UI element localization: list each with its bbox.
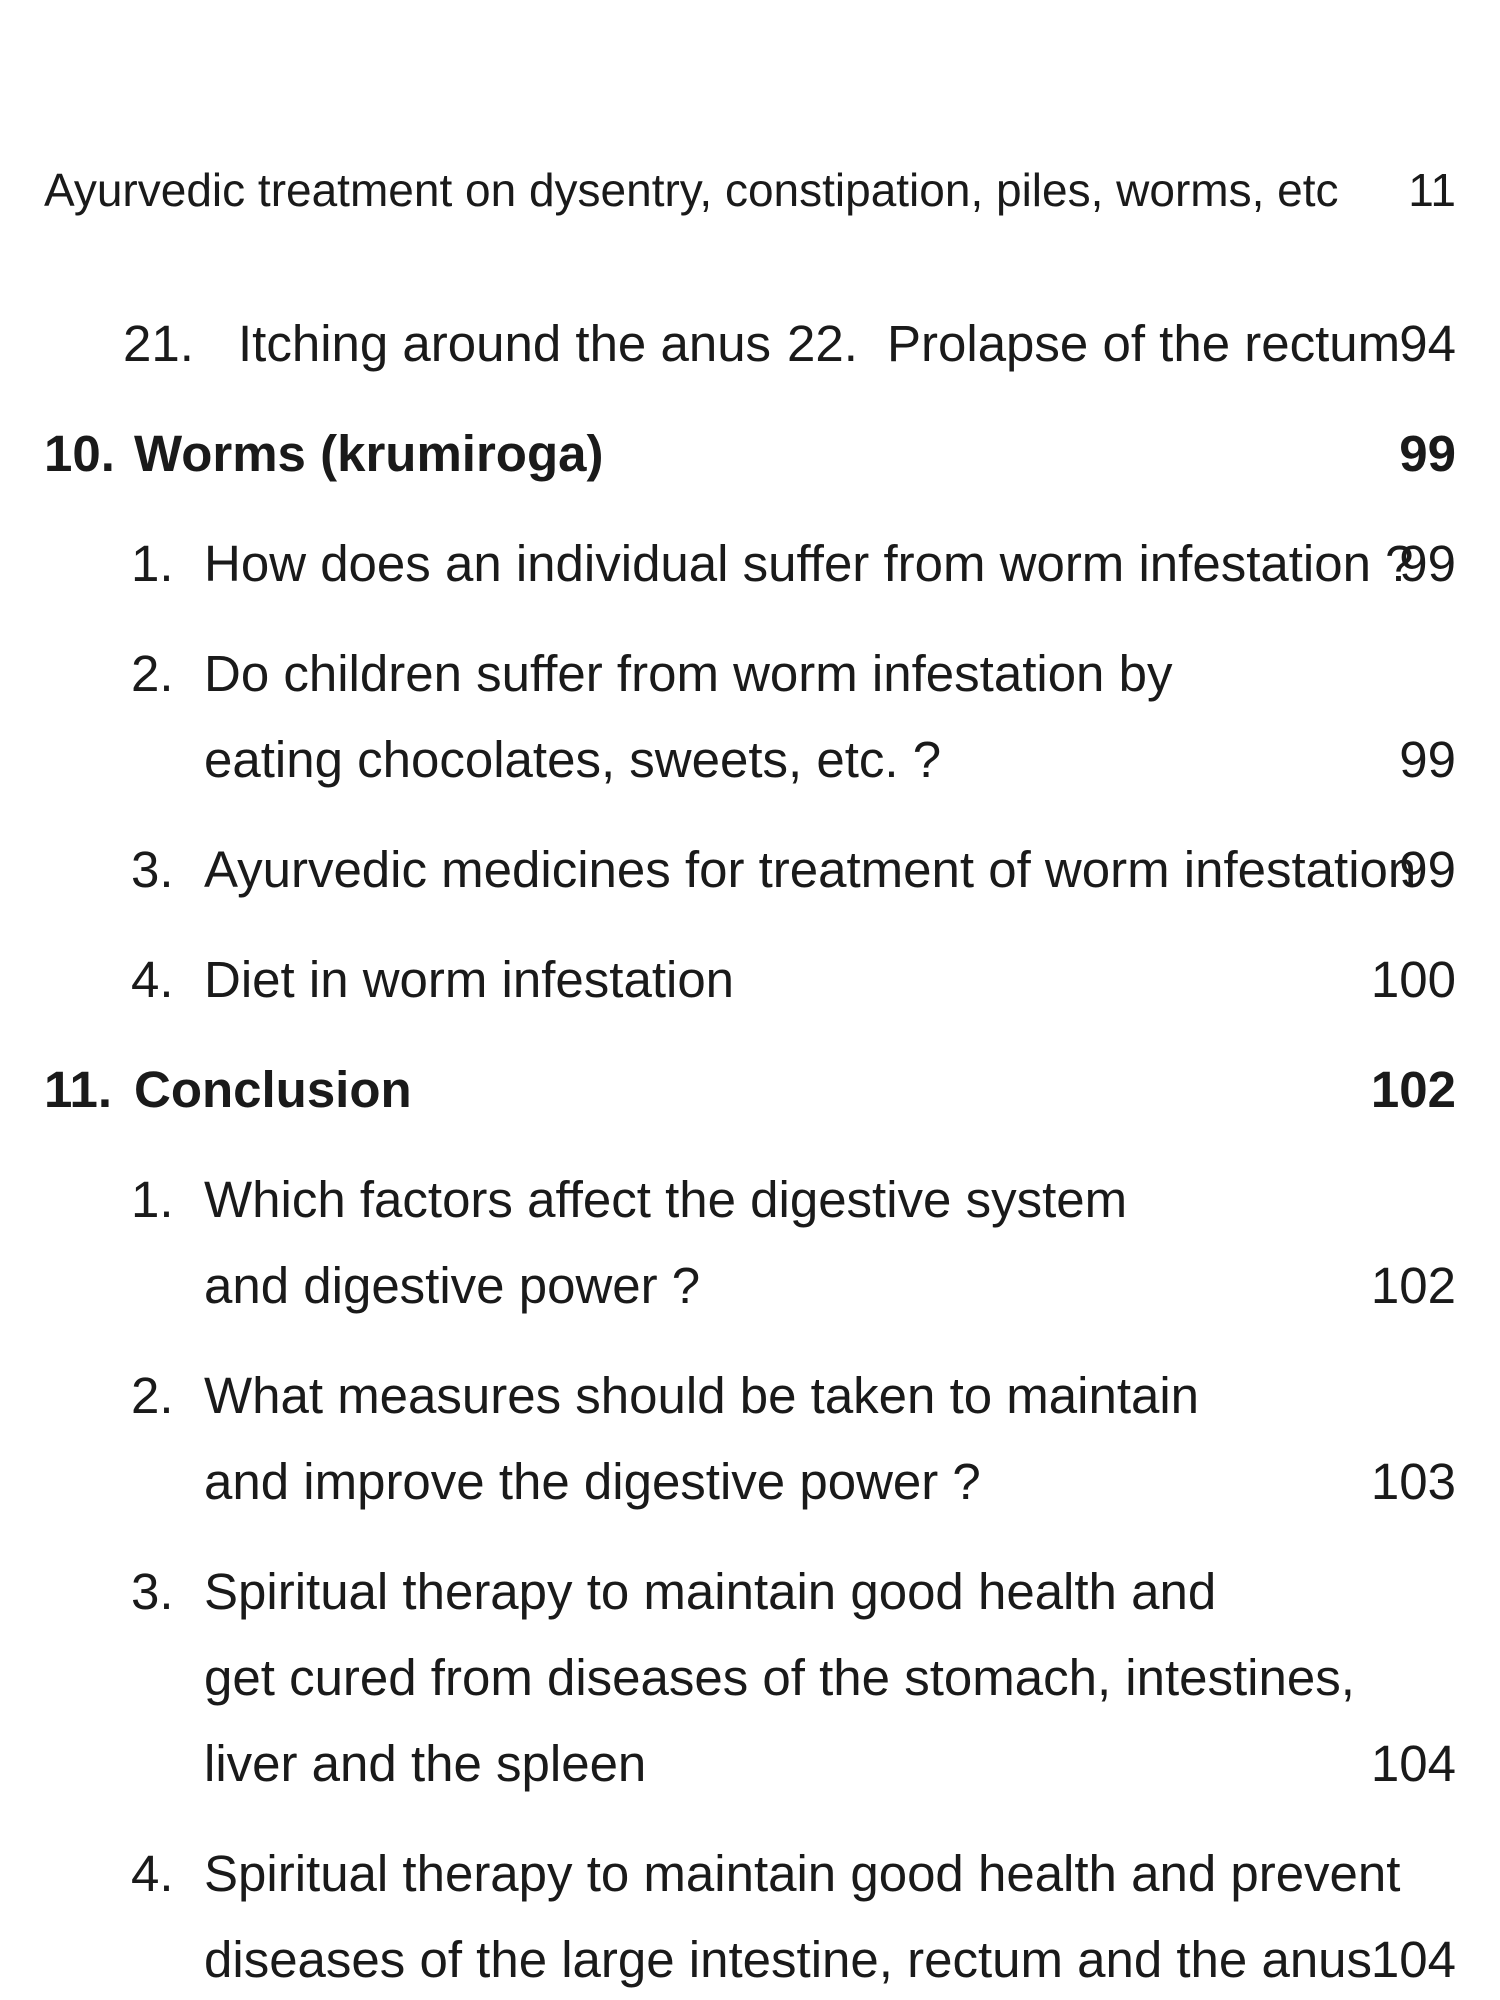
item-text: Ayurvedic medicines for treatment of worm infestation [204, 841, 1417, 898]
item-text: get cured from diseases of the stomach, intestines, [204, 1649, 1355, 1706]
toc-entry-continuation [0, 720, 1500, 800]
toc-entry [0, 1160, 1500, 1240]
toc-entry [0, 1356, 1500, 1436]
page-number: 99 [1399, 841, 1456, 898]
page-number: 103 [1370, 1453, 1456, 1510]
item-text: Which factors affect the digestive system [204, 1171, 1128, 1228]
chapter-number: 10. [44, 425, 115, 482]
item-text: liver and the spleen [204, 1735, 647, 1792]
header-title: Ayurvedic treatment on dysentry, constipation, piles, worms, etc [44, 164, 1339, 216]
item-text: Do children suffer from worm infestation by [204, 645, 1173, 702]
page-number: 99 [1399, 425, 1456, 482]
item-text: Prolapse of the rectum [887, 315, 1401, 372]
page-number: 104 [1370, 1931, 1456, 1988]
item-text: Diet in worm infestation [204, 951, 735, 1008]
chapter-heading [0, 414, 1500, 494]
item-text: diseases of the large intestine, rectum and the anus [204, 1931, 1373, 1988]
toc-entry-continuation [0, 1246, 1500, 1326]
toc-entry-continuation [0, 1638, 1500, 1718]
item-text: and improve the digestive power ? [204, 1453, 981, 1510]
item-text: Spiritual therapy to maintain good health and [204, 1563, 1217, 1620]
chapter-title: Worms (krumiroga) [134, 425, 604, 482]
page-number: 99 [1399, 731, 1456, 788]
item-number: 4. [131, 951, 174, 1008]
item-number: 22. [787, 315, 858, 372]
toc-entry-continued [0, 304, 1500, 384]
item-text: eating chocolates, sweets, etc. ? [204, 731, 942, 788]
item-number: 2. [131, 1367, 174, 1424]
page-number: 100 [1370, 951, 1456, 1008]
item-text: Spiritual therapy to maintain good health and prevent [204, 1845, 1401, 1902]
toc-entry-continuation [0, 1724, 1500, 1804]
item-text: What measures should be taken to maintain [204, 1367, 1200, 1424]
item-number: 1. [131, 535, 174, 592]
toc-entry [0, 1552, 1500, 1632]
chapter-number: 11. [44, 1061, 113, 1118]
item-text: How does an individual suffer from worm infestation ? [204, 535, 1414, 592]
item-number: 4. [131, 1845, 174, 1902]
toc-entry [0, 1834, 1500, 1914]
page-number: 104 [1370, 1735, 1456, 1792]
toc-entry-continuation [0, 1920, 1500, 2000]
toc-entry [0, 634, 1500, 714]
page-number: 94 [1399, 315, 1456, 372]
item-text: Itching around the anus [238, 315, 772, 372]
toc-entry-continuation [0, 1442, 1500, 1522]
chapter-title: Conclusion [134, 1061, 412, 1118]
item-number: 3. [131, 841, 174, 898]
toc-entry [0, 940, 1500, 1020]
page-number: 102 [1370, 1257, 1456, 1314]
running-header [0, 150, 1500, 230]
item-number: 3. [131, 1563, 174, 1620]
toc-entry [0, 524, 1500, 604]
item-number: 2. [131, 645, 174, 702]
toc-entry [0, 830, 1500, 910]
item-text: and digestive power ? [204, 1257, 701, 1314]
chapter-heading [0, 1050, 1500, 1130]
item-number: 21. [123, 315, 194, 372]
header-page-number: 11 [1408, 164, 1456, 216]
item-number: 1. [131, 1171, 174, 1228]
page-number: 102 [1370, 1061, 1456, 1118]
page-number: 99 [1399, 535, 1456, 592]
